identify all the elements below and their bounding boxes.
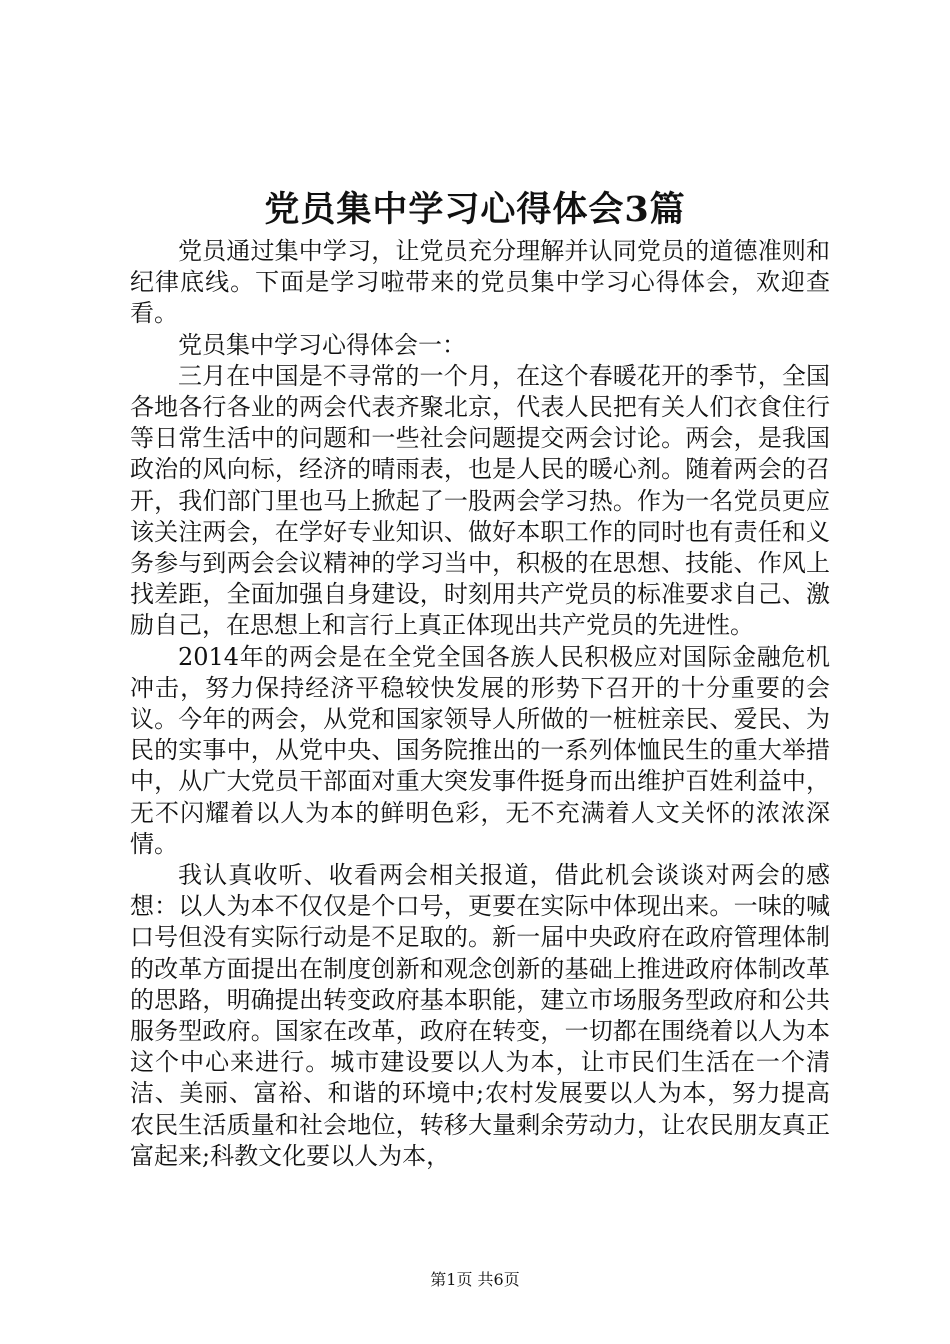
document-body <box>130 236 830 1172</box>
section-heading: 党员集中学习心得体会一： <box>178 330 466 359</box>
page-number-footer: 第1页 共6页 <box>430 1270 520 1289</box>
intro-paragraph: 党员通过集中学习，让党员充分理解并认同党员的道德准则和纪律底线。下面是学习啦带来的党员集中学习心得体会，欢迎查看。 <box>130 237 830 328</box>
document-title: 党员集中学习心得体会3篇 <box>264 189 686 230</box>
body-paragraph: 三月在中国是不寻常的一个月，在这个春暖花开的季节，全国各地各行各业的两会代表齐聚北京，代表人民把有关人们衣食住行等日常生活中的问题和一些社会问题提交两会讨论。两会，是我国政治的风向标，经济的晴雨表，也是人民的暖心剂。随着两会的召开，我们部门里也马上掀起了一股两会学习热。作为一名党员更应该关注两会，在学好专业知识、做好本职工作的同时也有责任和义务参与到两会会议精神的学习当中，积极的在思想、技能、作风上找差距，全面加强自身建设，时刻用共产党员的标准要求自己、激励自己，在思想上和言行上真正体现出共产党员的先进性。 <box>130 361 830 640</box>
body-paragraph: 2014年的两会是在全党全国各族人民积极应对国际金融危机冲击，努力保持经济平稳较快发展的形势下召开的十分重要的会议。今年的两会，从党和国家领导人所做的一桩桩亲民、爱民、为民的实事中，从党中央、国务院推出的一系列体恤民生的重大举措中，从广大党员干部面对重大突发事件挺身而出维护百姓利益中，无不闪耀着以人为本的鲜明色彩，无不充满着人文关怀的浓浓深情。 <box>130 642 830 858</box>
body-paragraph: 我认真收听、收看两会相关报道，借此机会谈谈对两会的感想：以人为本不仅仅是个口号，更要在实际中体现出来。一味的喊口号但没有实际行动是不足取的。新一届中央政府在政府管理体制的改革方面提出在制度创新和观念创新的基础上推进政府体制改革的思路，明确提出转变政府基本职能，建立市场服务型政府和公共服务型政府。国家在改革，政府在转变，一切都在围绕着以人为本这个中心来进行。城市建设要以人为本，让市民们生活在一个清洁、美丽、富裕、和谐的环境中;农村发展要以人为本，努力提高农民生活质量和社会地位，转移大量剩余劳动力，让农民朋友真正富起来;科教文化要以人为本， <box>130 861 830 1170</box>
